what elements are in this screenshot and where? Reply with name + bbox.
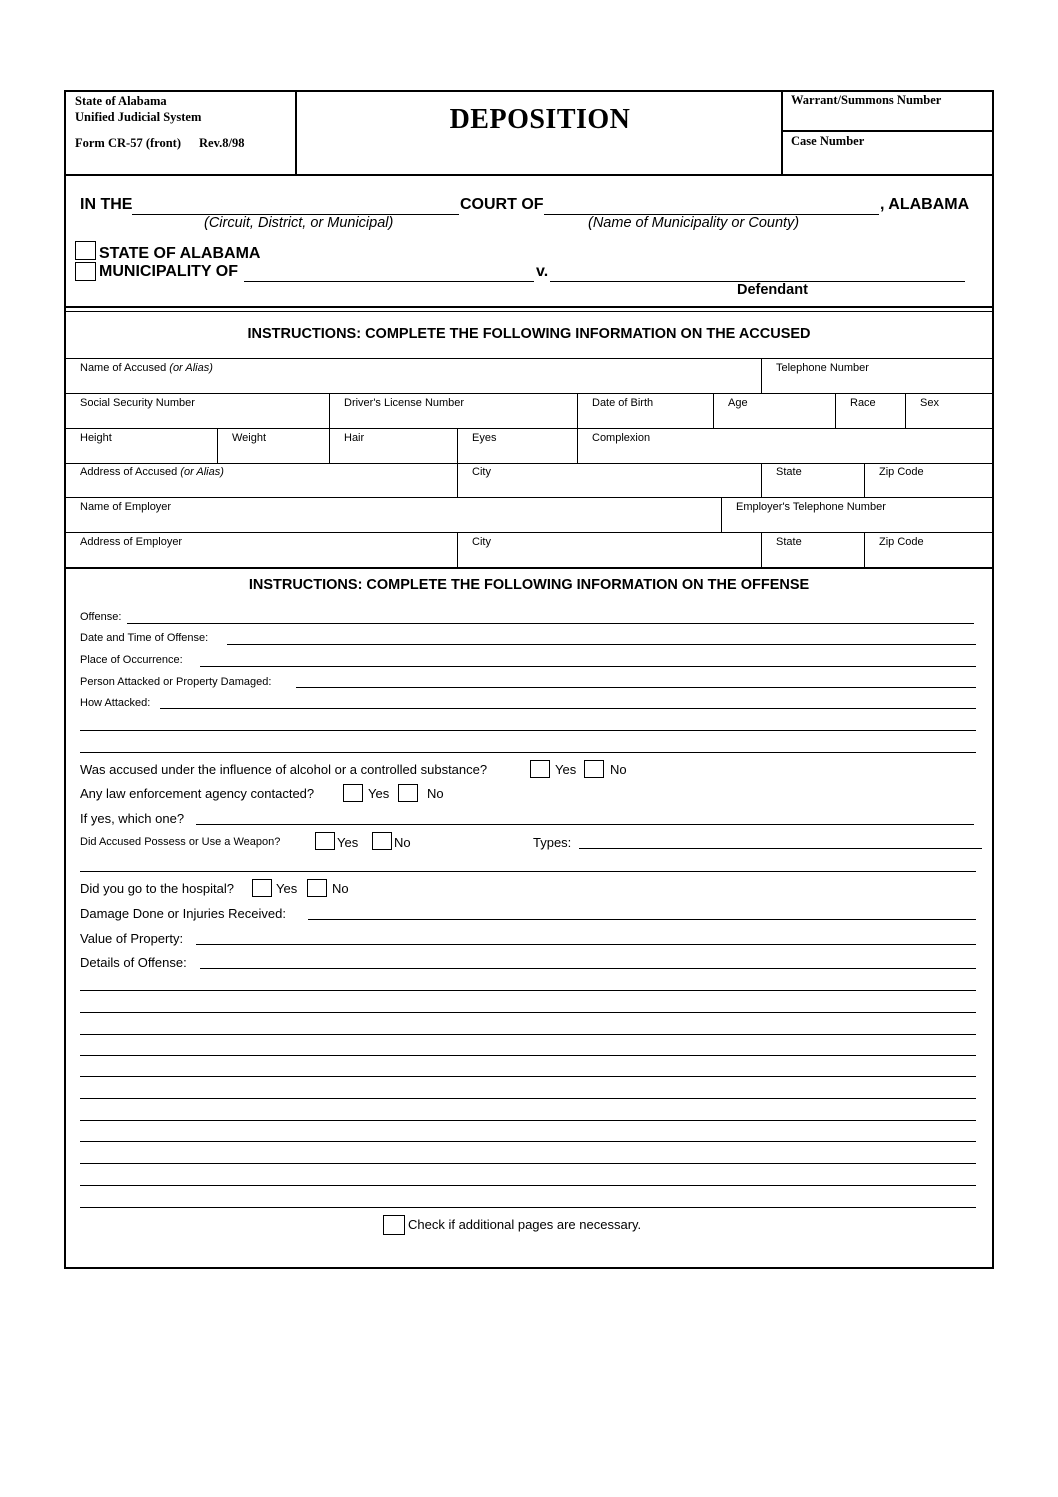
details-line[interactable] [80,1034,976,1035]
details-line[interactable] [80,1098,976,1099]
weight-label: Weight [232,432,267,444]
employer-address-label: Address of Employer [80,536,183,548]
accused-name-label: Name of Accused (or Alias) [80,362,213,374]
details-label: Details of Offense: [80,955,187,970]
system-name: Unified Judicial System [75,110,202,124]
damage-label: Damage Done or Injuries Received: [80,906,286,921]
hospital-question: Did you go to the hospital? [80,881,234,896]
date-time-field[interactable] [227,644,976,645]
accused-city-label: City [472,466,491,478]
influence-no-checkbox[interactable] [584,760,604,778]
accused-state-label: State [776,466,802,478]
accused-zip-label: Zip Code [879,466,924,478]
hospital-yes-checkbox[interactable] [252,879,272,897]
details-line[interactable] [80,1163,976,1164]
employer-phone-label: Employer's Telephone Number [736,501,886,513]
weapon-question: Did Accused Possess or Use a Weapon? [80,836,281,848]
height-label: Height [80,432,112,444]
alabama-label: , ALABAMA [880,196,970,213]
license-label: Driver's License Number [344,397,465,409]
municipality-field[interactable] [244,281,534,282]
ssn-label: Social Security Number [80,397,195,409]
municipality-hint: (Name of Municipality or County) [588,215,800,231]
employer-state-label: State [776,536,802,548]
details-line[interactable] [80,1012,976,1013]
damage-field[interactable] [308,919,976,920]
weapon-no-label: No [394,835,411,850]
influence-yes-label: Yes [555,762,577,777]
law-no-checkbox[interactable] [398,784,418,802]
influence-no-label: No [610,762,627,777]
how-attacked-field[interactable] [160,708,976,709]
offense-heading: INSTRUCTIONS: COMPLETE THE FOLLOWING INFORMATION ON THE OFFENSE [248,577,810,593]
dob-label: Date of Birth [592,397,654,409]
details-line[interactable] [80,1076,976,1077]
form-id: Form CR-57 (front) [75,136,181,150]
age-label: Age [728,397,748,409]
value-label: Value of Property: [80,931,184,946]
value-field[interactable] [196,944,976,945]
which-agency-field[interactable] [196,824,974,825]
form-revision: Rev.8/98 [199,136,245,150]
weapon-types-field[interactable] [579,848,982,849]
offense-field[interactable] [127,623,974,624]
versus-label: v. [536,263,549,280]
accused-address-label: Address of Accused (or Alias) [80,466,224,478]
details-line[interactable] [80,1120,976,1121]
court-of-label: COURT OF [460,196,544,213]
law-enforcement-question: Any law enforcement agency contacted? [80,786,315,801]
how-attacked-line[interactable] [80,730,976,731]
header-left [75,93,290,152]
state-of-alabama-checkbox[interactable] [75,241,96,260]
form-title: DEPOSITION [449,104,631,135]
weapon-yes-label: Yes [337,835,359,850]
law-no-label: No [427,786,444,801]
eyes-label: Eyes [472,432,497,444]
weapon-no-checkbox[interactable] [372,832,392,850]
details-line[interactable] [80,990,976,991]
accused-heading: INSTRUCTIONS: COMPLETE THE FOLLOWING INFORMATION ON THE ACCUSED [247,326,811,342]
how-attacked-label: How Attacked: [80,697,151,709]
date-time-label: Date and Time of Offense: [80,632,209,644]
law-yes-label: Yes [368,786,390,801]
additional-pages-checkbox[interactable] [383,1215,405,1235]
in-the-label: IN THE [80,196,133,213]
place-field[interactable] [200,666,976,667]
additional-pages-label: Check if additional pages are necessary. [408,1217,642,1232]
influence-yes-checkbox[interactable] [530,760,550,778]
hair-label: Hair [344,432,365,444]
person-attacked-field[interactable] [296,687,976,688]
defendant-label: Defendant [737,282,808,298]
details-line[interactable] [80,1141,976,1142]
which-agency-label: If yes, which one? [80,811,185,826]
details-line[interactable] [80,1185,976,1186]
hospital-yes-label: Yes [276,881,298,896]
details-line[interactable] [80,1207,976,1208]
case-number-label: Case Number [791,134,865,148]
weapon-yes-checkbox[interactable] [315,832,335,850]
state-name: State of Alabama [75,94,167,108]
employer-city-label: City [472,536,491,548]
state-of-alabama-label: STATE OF ALABAMA [99,245,261,262]
offense-label: Offense: [80,611,122,623]
hospital-no-checkbox[interactable] [307,879,327,897]
employer-zip-label: Zip Code [879,536,924,548]
warrant-label: Warrant/Summons Number [791,93,942,107]
employer-name-label: Name of Employer [80,501,172,513]
sex-label: Sex [920,397,939,409]
race-label: Race [850,397,876,409]
weapon-types-label: Types: [533,835,572,850]
court-type-hint: (Circuit, District, or Municipal) [204,215,394,231]
complexion-label: Complexion [592,432,651,444]
how-attacked-line[interactable] [80,752,976,753]
municipality-label: MUNICIPALITY OF [99,263,238,280]
details-field[interactable] [200,968,976,969]
influence-question: Was accused under the influence of alcohol or a controlled substance? [80,762,488,777]
person-attacked-label: Person Attacked or Property Damaged: [80,676,272,688]
law-yes-checkbox[interactable] [343,784,363,802]
details-line[interactable] [80,1055,976,1056]
hospital-no-label: No [332,881,349,896]
telephone-label: Telephone Number [776,362,869,374]
place-label: Place of Occurrence: [80,654,183,666]
weapon-types-line[interactable] [80,871,976,872]
municipality-checkbox[interactable] [75,262,96,281]
